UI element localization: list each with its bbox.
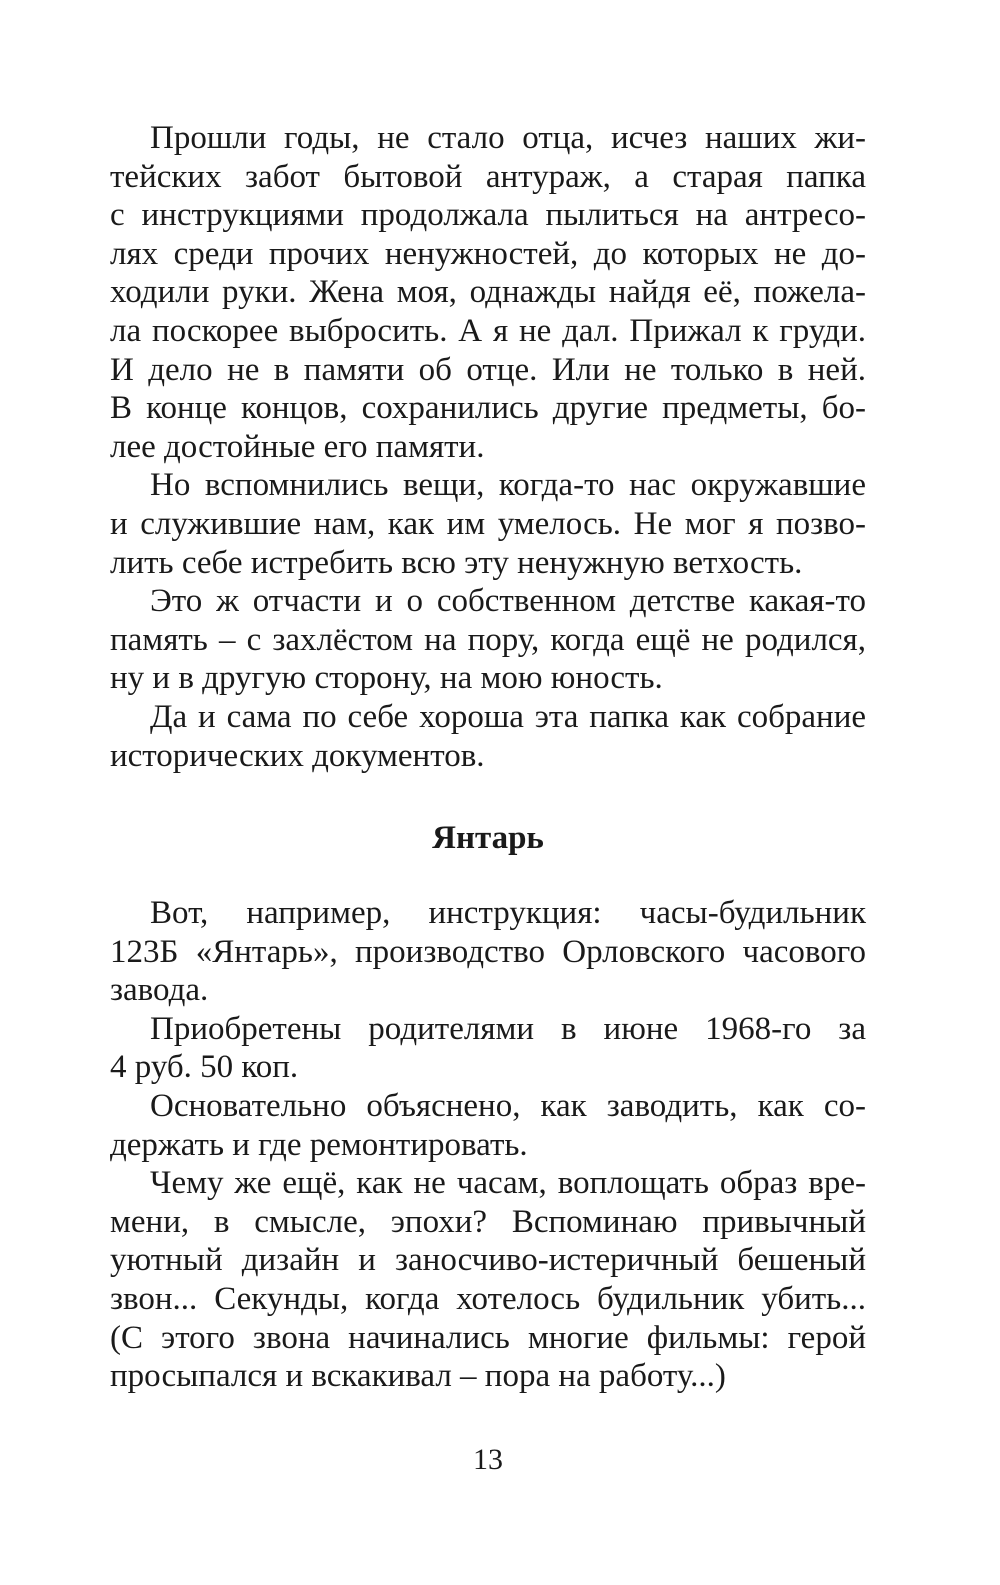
- text-line: исторических документов.: [110, 737, 485, 774]
- text-line: Чему же ещё, как не часам, воплощать образ вре-: [150, 1165, 866, 1202]
- text-line: лях среди прочих ненужностей, до которых не до-: [110, 235, 866, 272]
- text-line: Да и сама по себе хороша эта папка как собрание: [150, 698, 866, 735]
- text-line: 4 руб. 50 коп.: [110, 1049, 299, 1086]
- page-number: 13: [473, 1443, 503, 1476]
- section-1-text: [110, 119, 866, 775]
- text-line: ла поскорее выбросить. А я не дал. Прижал к груди.: [110, 312, 866, 349]
- text-line: мени, в смысле, эпохи? Вспоминаю привычный: [110, 1203, 866, 1240]
- text-line: Вот, например, инструкция: часы-будильник: [150, 895, 866, 931]
- text-line: и служившие нам, как им умелось. Не мог я позво-: [110, 505, 866, 542]
- text-line: лее достойные его памяти.: [110, 428, 485, 465]
- text-line: Приобретены родителями в июне 1968-го за: [150, 1010, 866, 1047]
- text-line: тейских забот бытовой антураж, а старая папка: [110, 158, 866, 195]
- text-line: уютный дизайн и заносчиво-истеричный бешеный: [110, 1242, 866, 1279]
- text-line: ходили руки. Жена моя, однажды найдя её, пожела-: [110, 274, 866, 311]
- text-line: держать и где ремонтировать.: [110, 1126, 528, 1163]
- text-line: Но вспомнились вещи, когда-то нас окружавшие: [150, 467, 866, 504]
- text-line: лить себе истребить всю эту ненужную ветхость.: [110, 544, 803, 581]
- text-line: В конце концов, сохранились другие предметы, бо-: [110, 390, 866, 427]
- text-line: завода.: [110, 972, 209, 1009]
- text-line: Это ж отчасти и о собственном детстве какая-то: [150, 583, 866, 620]
- text-line: (С этого звона начинались многие фильмы: герой: [110, 1319, 866, 1356]
- section-heading: Янтарь: [432, 820, 544, 856]
- text-line: звон... Секунды, когда хотелось будильник убить...: [110, 1280, 866, 1317]
- text-line: ну и в другую сторону, на мою юность.: [110, 660, 663, 697]
- text-line: 123Б «Янтарь», производство Орловского часового: [110, 933, 866, 970]
- text-line: И дело не в памяти об отце. Или не только в ней.: [110, 351, 866, 388]
- text-line: Основательно объяснено, как заводить, как со-: [150, 1087, 866, 1124]
- text-line: просыпался и вскакивал – пора на работу...): [110, 1358, 726, 1395]
- text-line: память – с захлёстом на пору, когда ещё не родился,: [110, 621, 866, 658]
- text-line: с инструкциями продолжала пылиться на антресо-: [110, 197, 866, 234]
- text-line: Прошли годы, не стало отца, исчез наших жи-: [150, 120, 866, 156]
- section-2-text: [110, 894, 866, 1396]
